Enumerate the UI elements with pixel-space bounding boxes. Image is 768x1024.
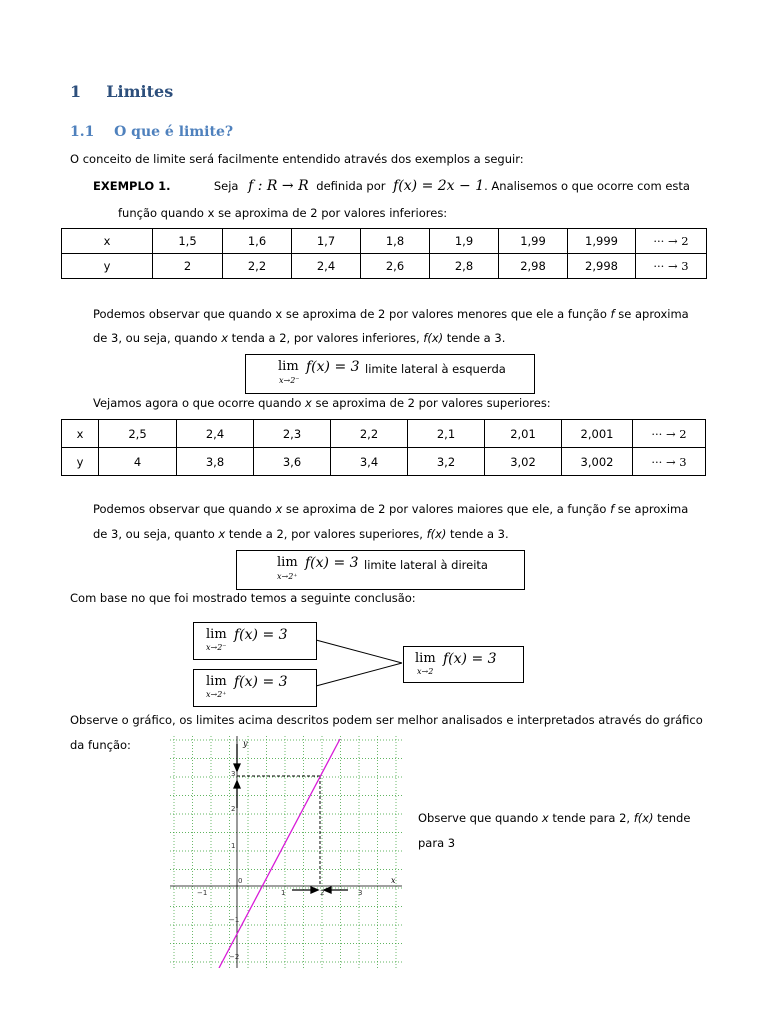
graph-note-line-1 — [418, 811, 690, 825]
diagram-left-bottom-box — [193, 669, 317, 707]
text: tende a 3. — [443, 331, 506, 345]
lim-symbol: lim — [206, 627, 227, 642]
example-rest: . Analisemos o que ocorre com esta — [484, 179, 690, 193]
table-cell: 2,3 — [254, 420, 331, 448]
table-cell: 1,5 — [153, 229, 223, 254]
row-label: y — [62, 254, 153, 279]
table-cell: 1,8 — [361, 229, 430, 254]
example-line-2: função quando x se aproxima de 2 por valores inferiores: — [118, 206, 448, 220]
text: x — [221, 331, 228, 345]
table-cell-limit: ··· → 3 — [633, 448, 706, 476]
lim-subscript: x→2⁺ — [277, 572, 298, 581]
graph-intro-line-2: da função: — [70, 738, 131, 752]
y-tick-label: 1 — [231, 842, 236, 850]
lim-expression: f(x) = 3 — [305, 555, 359, 571]
x-arrow-from-left-head — [311, 887, 318, 893]
y-axis-label: y — [243, 739, 248, 748]
lim-symbol: lim — [278, 359, 299, 374]
y-tick-label: −1 — [229, 916, 240, 924]
lim-expression: f(x) = 3 — [443, 651, 497, 667]
lim-expression: f(x) = 3 — [234, 627, 288, 643]
diagram-result-box — [403, 646, 524, 683]
text: se aproxima de 2 por valores superiores: — [311, 396, 551, 410]
table-cell: 1,999 — [568, 229, 636, 254]
table-cell: 3,2 — [408, 448, 485, 476]
section-title: Limites — [106, 82, 174, 101]
diagram-left-top-box — [193, 622, 317, 660]
table-cell: 2 — [153, 254, 223, 279]
lim-subscript: x→2⁻ — [279, 376, 300, 385]
table-cell: 2,2 — [223, 254, 292, 279]
table-cell: 4 — [99, 448, 177, 476]
x-tick-label: −1 — [197, 889, 208, 897]
function-mapping: f : R → R — [248, 178, 309, 194]
table-cell: 3,02 — [485, 448, 562, 476]
section-number: 1 — [70, 82, 82, 101]
text: f(x) — [426, 527, 447, 541]
y-tick-label: 2 — [231, 805, 236, 813]
lim-symbol: lim — [277, 555, 298, 570]
lim-subscript: x→2⁺ — [206, 690, 227, 699]
text: se aproxima — [614, 502, 689, 516]
limit-label: limite lateral à direita — [364, 558, 488, 572]
table-cell: 2,8 — [430, 254, 499, 279]
x-axis-label: x — [391, 876, 396, 885]
table-cell: 3,8 — [177, 448, 254, 476]
text: x — [275, 502, 283, 516]
intro-text: O conceito de limite será facilmente entendido através dos exemplos a seguir: — [70, 152, 524, 166]
connector-line — [316, 640, 402, 663]
y-tick-label: −2 — [229, 953, 240, 961]
table-cell: 2,998 — [568, 254, 636, 279]
table-cell: 2,98 — [499, 254, 568, 279]
row-label: x — [62, 420, 99, 448]
lim-symbol: lim — [415, 651, 436, 666]
text: Observe que quando — [418, 811, 542, 825]
table-cell: 2,4 — [177, 420, 254, 448]
text: f — [610, 307, 615, 321]
text: x — [218, 527, 226, 541]
text: f(x) — [633, 811, 654, 825]
conclusion-text: Com base no que foi mostrado temos a seguinte conclusão: — [70, 591, 416, 605]
table-cell: 2,01 — [485, 420, 562, 448]
subsection-number: 1.1 — [70, 124, 95, 140]
x-tick-label: 3 — [358, 889, 363, 897]
table-cell: 2,5 — [99, 420, 177, 448]
table-cell: 2,4 — [292, 254, 361, 279]
x-arrow-from-right-head — [324, 887, 331, 893]
x-tick-label: 2 — [320, 889, 325, 897]
seja-text: Seja — [213, 179, 239, 193]
text: Podemos observar que quando x se aproxima de 2 por valores menores que ele a função — [93, 307, 611, 321]
text: x — [305, 396, 312, 410]
function-definition: f(x) = 2x − 1 — [393, 178, 485, 194]
text: tenda a 2, por valores inferiores, — [228, 331, 424, 345]
lim-symbol: lim — [206, 674, 227, 689]
table-cell-limit: ··· → 2 — [633, 420, 706, 448]
text: tende — [653, 811, 691, 825]
table-cell: 1,6 — [223, 229, 292, 254]
text: se aproxima de 2 por valores maiores que ele, a função — [282, 502, 611, 516]
table-cell: 2,6 — [361, 254, 430, 279]
text: Podemos observar que quando — [93, 502, 276, 516]
definida-text: definida por — [316, 179, 386, 193]
table-cell: 3,6 — [254, 448, 331, 476]
table-cell: 1,9 — [430, 229, 499, 254]
row-label: y — [62, 448, 99, 476]
text: f — [610, 502, 615, 516]
x-tick-label: 1 — [281, 889, 286, 897]
connector-line — [316, 663, 402, 686]
text: Vejamos agora o que ocorre quando — [93, 396, 306, 410]
table-cell: 2,001 — [562, 420, 633, 448]
table-cell-limit: ··· → 2 — [636, 229, 707, 254]
graph-intro-line-1: Observe o gráfico, os limites acima descritos podem ser melhor analisados e interpretados através do gráfico — [70, 713, 703, 727]
table-cell: 3,4 — [331, 448, 408, 476]
y-arrow-from-below-head — [234, 781, 240, 788]
function-graph — [170, 736, 402, 968]
x-tick-label: 0 — [238, 877, 243, 885]
lim-expression: f(x) = 3 — [234, 674, 288, 690]
limit-label: limite lateral à esquerda — [365, 362, 506, 376]
text: x — [541, 811, 549, 825]
graph-axes — [170, 736, 402, 968]
table-cell: 2,2 — [331, 420, 408, 448]
text: tende a 2, por valores superiores, — [225, 527, 427, 541]
lim-expression: f(x) = 3 — [306, 359, 360, 375]
text: tende a 3. — [446, 527, 509, 541]
lim-subscript: x→2 — [417, 667, 434, 676]
subsection-title: O que é limite? — [114, 124, 234, 140]
graph-note-line-2: para 3 — [418, 836, 456, 850]
table-cell-limit: ··· → 3 — [636, 254, 707, 279]
table-cell: 3,002 — [562, 448, 633, 476]
example-label: EXEMPLO 1. — [93, 179, 171, 193]
graph-grid — [170, 736, 402, 968]
lim-subscript: x→2⁻ — [206, 643, 227, 652]
text: se aproxima — [614, 307, 689, 321]
y-tick-label: 3 — [231, 770, 236, 778]
table-cell: 2,1 — [408, 420, 485, 448]
text: de 3, ou seja, quando — [93, 331, 222, 345]
text: tende para 2, — [548, 811, 634, 825]
row-label: x — [62, 229, 153, 254]
text: de 3, ou seja, quanto — [93, 527, 219, 541]
table-cell: 1,99 — [499, 229, 568, 254]
table-cell: 1,7 — [292, 229, 361, 254]
text: f(x) — [423, 331, 444, 345]
